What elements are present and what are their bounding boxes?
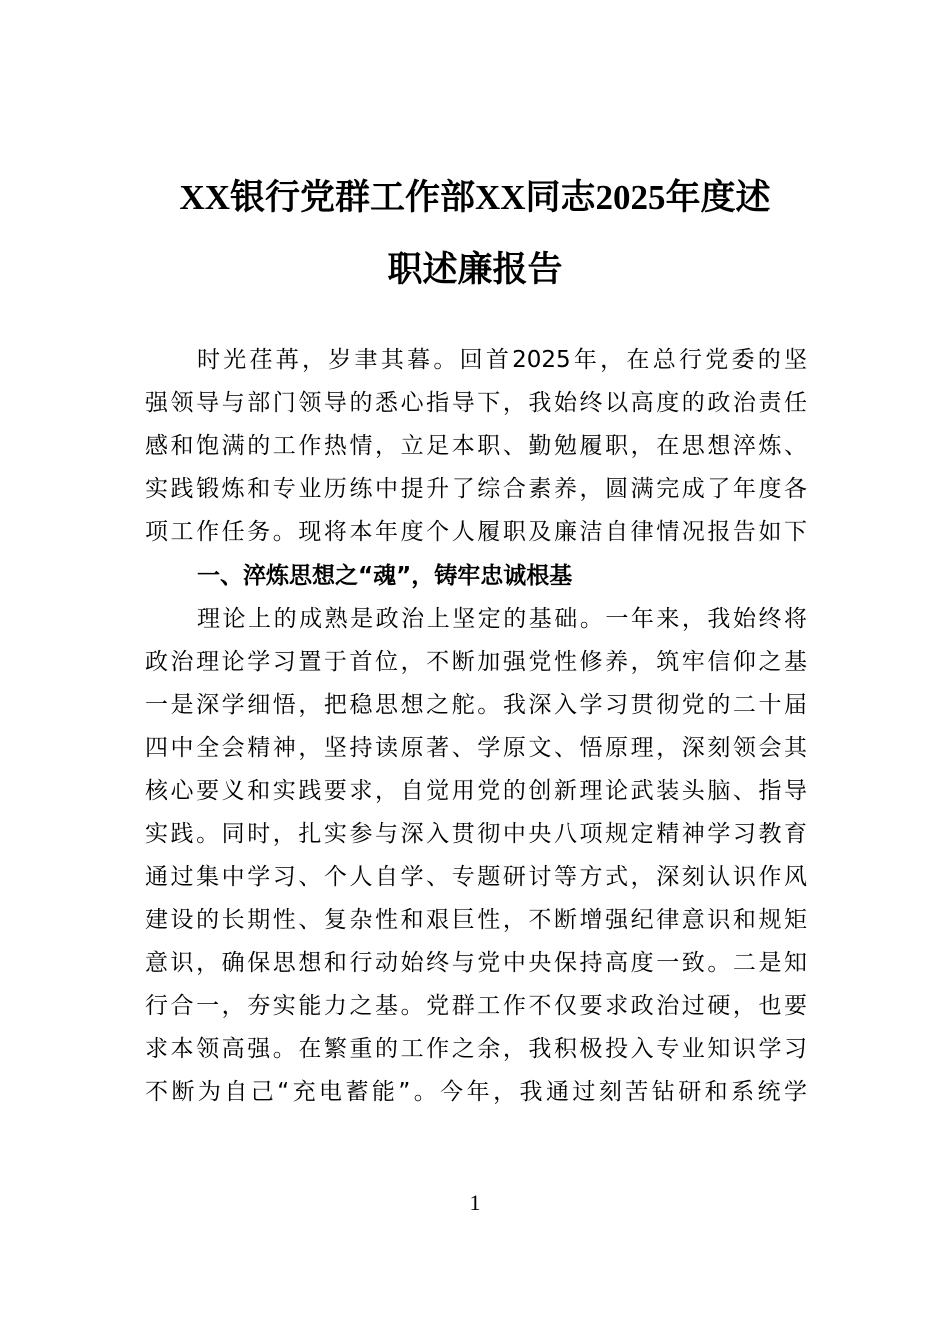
text-line: 项工作任务。现将本年度个人履职及廉洁自律情况报告如下 (145, 519, 807, 545)
text-line: 建设的长期性、复杂性和艰巨性，不断增强纪律意识和规矩 (145, 907, 807, 933)
text-line: 行合一，夯实能力之基。党群工作不仅要求政治过硬，也要 (145, 993, 807, 1019)
text-line: 四中全会精神，坚持读原著、学原文、悟原理，深刻领会其 (145, 735, 807, 761)
text-line: 不断为自己“充电蓄能”。今年，我通过刻苦钻研和系统学 (145, 1079, 807, 1105)
text-line: 求本领高强。在繁重的工作之余，我积极投入专业知识学习 (145, 1036, 807, 1062)
text-line: 强领导与部门领导的悉心指导下，我始终以高度的政治责任 (145, 390, 807, 416)
document-title-line-1: XX银行党群工作部XX同志2025年度述 (179, 178, 771, 217)
text-line: 通过集中学习、个人自学、专题研讨等方式，深刻认识作风 (145, 864, 807, 890)
text-line: 理论上的成熟是政治上坚定的基础。一年来，我始终将 (197, 606, 807, 632)
page-number: 1 (469, 1190, 481, 1215)
section-heading: 一、淬炼思想之“魂”，铸牢忠诚根基 (197, 563, 573, 589)
text-line: 感和饱满的工作热情，立足本职、勤勉履职，在思想淬炼、 (145, 433, 807, 459)
text-line: 意识，确保思想和行动始终与党中央保持高度一致。二是知 (145, 950, 807, 976)
text-line: 实践锻炼和专业历练中提升了综合素养，圆满完成了年度各 (145, 476, 807, 502)
text-line: 一是深学细悟，把稳思想之舵。我深入学习贯彻党的二十届 (145, 692, 807, 718)
document-title-line-2: 职述廉报告 (387, 250, 563, 289)
text-line: 实践。同时，扎实参与深入贯彻中央八项规定精神学习教育 (145, 821, 807, 847)
text-line: 核心要义和实践要求，自觉用党的创新理论武装头脑、指导 (145, 778, 807, 804)
text-line: 政治理论学习置于首位，不断加强党性修养，筑牢信仰之基 (145, 649, 807, 675)
text-line: 时光荏苒，岁聿其暮。回首2025年，在总行党委的坚 (197, 347, 807, 373)
